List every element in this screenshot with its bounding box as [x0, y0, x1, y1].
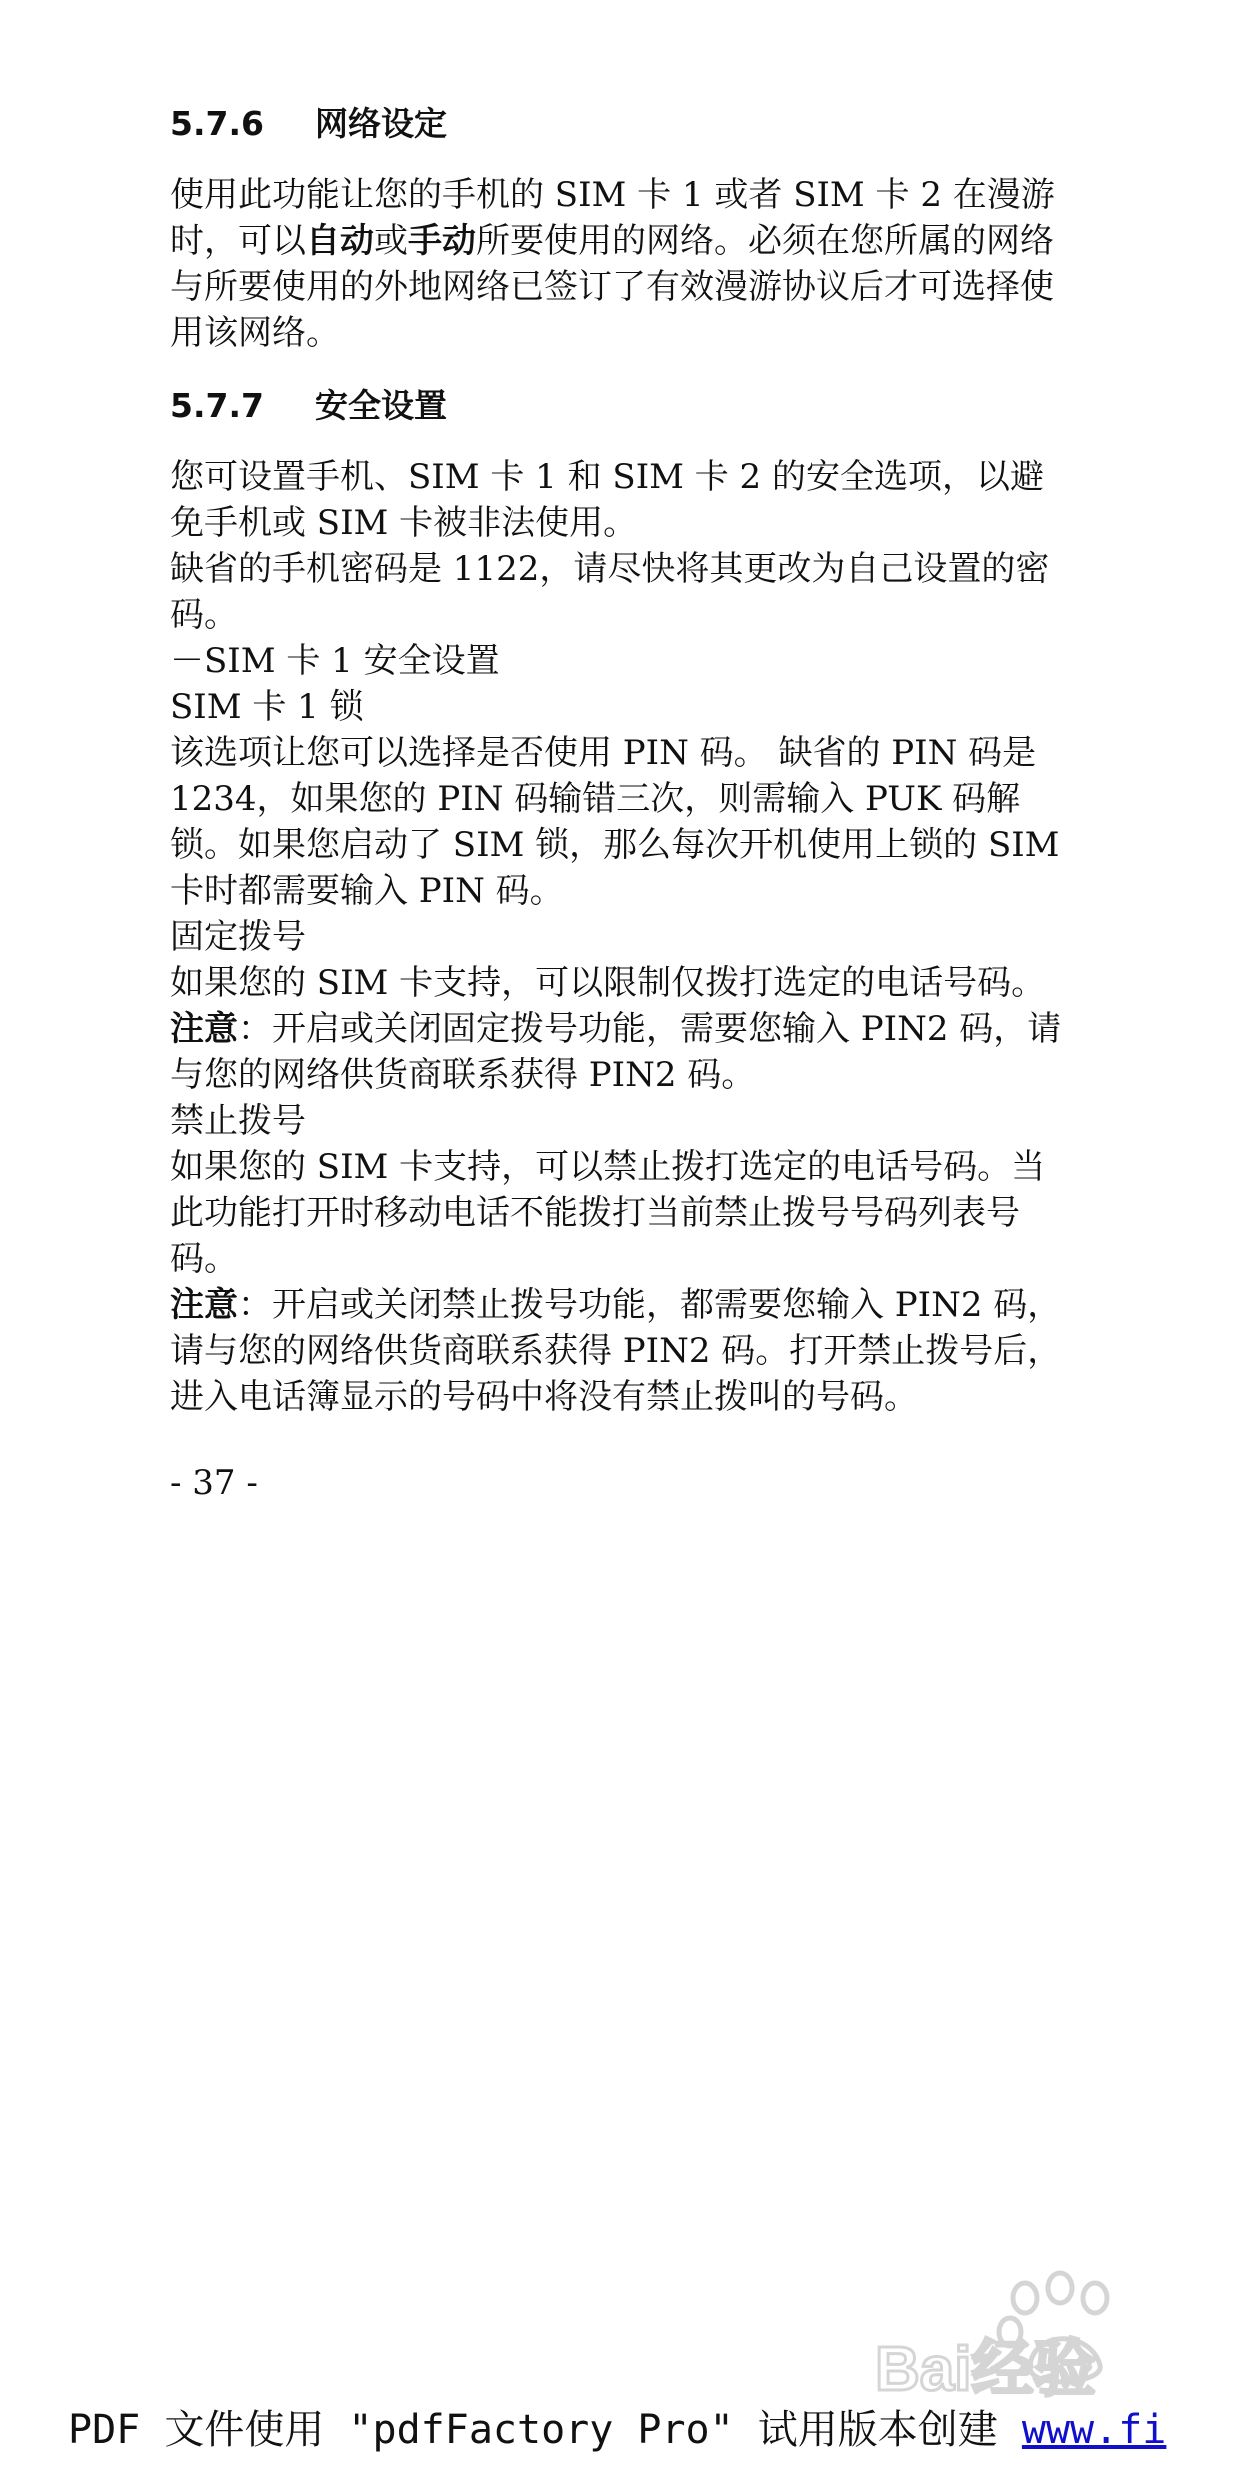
note-text: ：开启或关闭固定拨号功能，需要您输入 PIN2 码，请与您的网络供货商联系获得 PIN2 码。 [170, 1009, 1062, 1095]
sim1-lock-title: SIM 卡 1 锁 [170, 687, 364, 727]
note-text: ：开启或关闭禁止拨号功能，都需要您输入 PIN2 码，请与您的网络供货商联系获得 PIN2 码。打开禁止拨号后，进入电话簿显示的号码中将没有禁止拨叫的号码。 [170, 1285, 1062, 1417]
section-number: 5.7.6 [170, 104, 264, 143]
auto-term: 自动 [306, 221, 374, 261]
fixed-dial-note [170, 1006, 1070, 1098]
document-content [170, 100, 1070, 1506]
barred-dial-paragraph: 如果您的 SIM 卡支持，可以禁止拨打选定的电话号码。当此功能打开时移动电话不能拨打当前禁止拨号号码列表号码。 [170, 1147, 1046, 1279]
section-title: 网络设定 [315, 104, 447, 143]
text-segment: 所要使用的网络。必须在您所属的网络与所要使用的外地网络已签订了有效漫游协议后才可选择使用该网络。 [170, 221, 1054, 353]
note-label: 注意 [170, 1285, 238, 1325]
default-password-paragraph: 缺省的手机密码是 1122，请尽快将其更改为自己设置的密码。 [170, 549, 1050, 635]
network-settings-paragraph [170, 172, 1070, 356]
barred-dial-title: 禁止拨号 [170, 1101, 306, 1141]
fixed-dial-title: 固定拨号 [170, 917, 306, 957]
baidu-watermark-logo [855, 2270, 1185, 2420]
pdf-footer [68, 2400, 1166, 2460]
section-title: 安全设置 [315, 386, 447, 425]
sim1-lock-paragraph: 该选项让您可以选择是否使用 PIN 码。 缺省的 PIN 码是 1234，如果您的 PIN 码输错三次，则需输入 PUK 码解锁。如果您启动了 SIM 锁，那么每次开机使用上锁的 SIM 卡时都需要输入 PIN 码。 [170, 733, 1060, 911]
manual-term: 手动 [408, 221, 476, 261]
watermark-text: Bai经验 [875, 2335, 1096, 2404]
footer-link[interactable]: www.fi [1021, 2407, 1167, 2453]
section-number: 5.7.7 [170, 386, 264, 425]
text-segment: 或 [374, 221, 408, 261]
section-heading-5-7-6 [170, 100, 1070, 148]
footer-text: PDF 文件使用 "pdfFactory Pro" 试用版本创建 [68, 2407, 1022, 2453]
section-heading-5-7-7 [170, 382, 1070, 430]
sim1-security-title: －SIM 卡 1 安全设置 [170, 641, 500, 681]
page-number: - 37 - [170, 1463, 258, 1503]
note-label: 注意 [170, 1009, 238, 1049]
barred-dial-note [170, 1282, 1070, 1420]
text-segment: 使用此功能让您的手机的 SIM 卡 1 或者 SIM 卡 2 在漫游时，可以 [170, 175, 1055, 261]
security-intro-paragraph: 您可设置手机、SIM 卡 1 和 SIM 卡 2 的安全选项，以避免手机或 SIM 卡被非法使用。 [170, 457, 1044, 543]
fixed-dial-paragraph: 如果您的 SIM 卡支持，可以限制仅拨打选定的电话号码。 [170, 963, 1046, 1003]
